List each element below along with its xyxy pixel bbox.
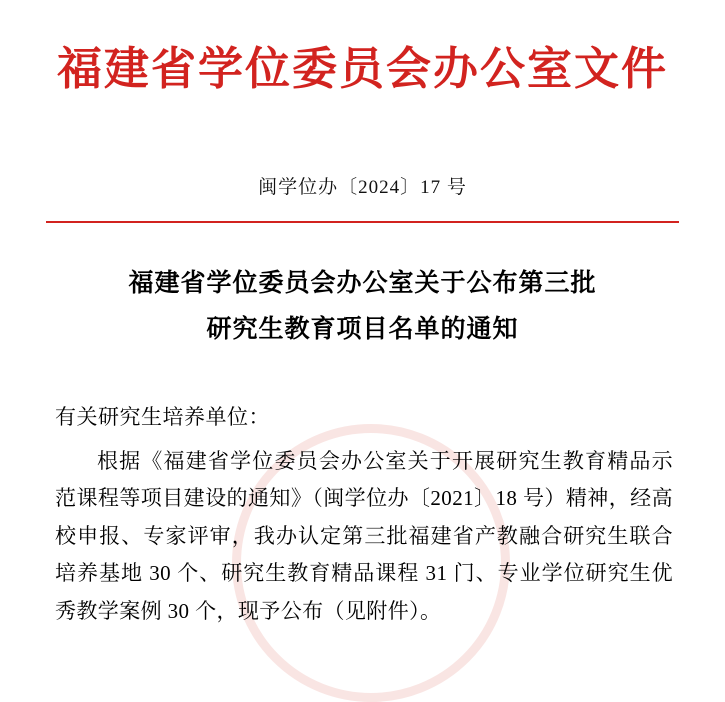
document-content (0, 44, 725, 630)
body-text (0, 443, 725, 630)
subject-line-1: 福建省学位委员会办公室关于公布第三批 (128, 269, 597, 297)
document-subject (0, 261, 725, 354)
salutation: 有关研究生培养单位： (55, 405, 270, 429)
document-number: 闽学位办〔2024〕17 号 (258, 176, 467, 198)
red-divider-rule (46, 221, 679, 223)
document-page (0, 44, 725, 690)
subject-line-2: 研究生教育项目名单的通知 (206, 315, 519, 343)
document-title: 福建省学位委员会办公室文件 (56, 42, 668, 95)
body-paragraph-1: 根据《福建省学位委员会办公室关于开展研究生教育精品示范课程等项目建设的通知》（闽学位办〔2021〕18 号）精神，经高校申报、专家评审，我办认定第三批福建省产教融合研究生联合培养基地 30 个、研究生教育精品课程 31 门、专业学位研究生优秀教学案例 30 个，现予公布（见附件）。 (55, 449, 673, 623)
